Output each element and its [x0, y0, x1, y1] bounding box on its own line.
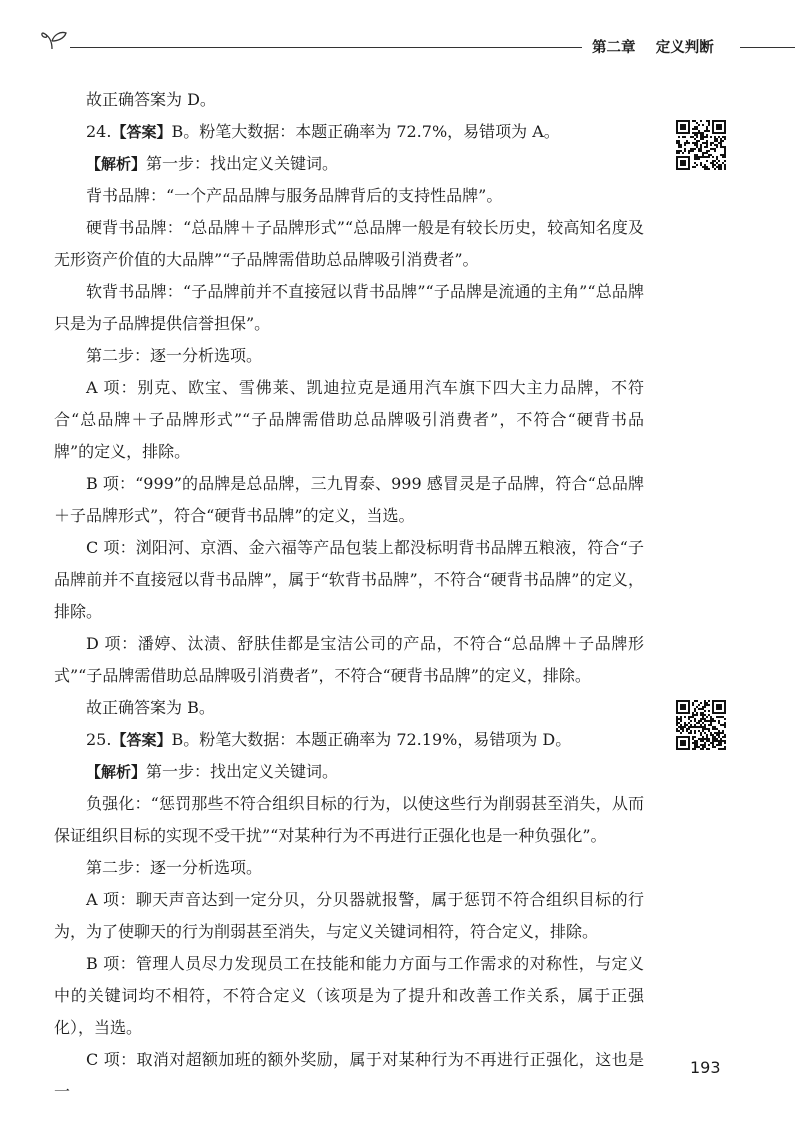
qr-code-image	[676, 700, 726, 750]
paragraph: A 项：别克、欧宝、雪佛莱、凯迪拉克是通用汽车旗下四大主力品牌，不符合“总品牌＋子品牌形式”“子品牌需借助总品牌吸引消费者”，不符合“硬背书品牌”的定义，排除。	[54, 378, 644, 461]
page-body	[54, 84, 644, 1108]
paragraph: 软背书品牌：“子品牌前并不直接冠以背书品牌”“子品牌是流通的主角”“总品牌只是为子品牌提供信誉担保”。	[54, 282, 644, 333]
paragraph: D 项：潘婷、汰渍、舒肤佳都是宝洁公司的产品，不符合“总品牌＋子品牌形式”“子品牌需借助总品牌吸引消费者”，不符合“硬背书品牌”的定义，排除。	[54, 634, 644, 685]
chapter-number: 第二章	[592, 40, 636, 56]
chapter-section: 定义判断	[655, 40, 714, 56]
qr-code-icon[interactable]	[676, 700, 726, 750]
paragraph: 负强化：“惩罚那些不符合组织目标的行为，以使这些行为削弱甚至消失，从而保证组织目标的实现不受干扰”“对某种行为不再进行正强化也是一种负强化”。	[54, 794, 644, 845]
paragraph: B 项：“999”的品牌是总品牌，三九胃泰、999 感冒灵是子品牌，符合“总品牌＋子品牌形式”，符合“硬背书品牌”的定义，当选。	[54, 474, 644, 525]
paragraph: 故正确答案为 B。	[86, 698, 215, 717]
answer-tag: 【答案】	[111, 731, 172, 749]
analysis-tag: 【解析】	[86, 763, 147, 781]
paragraph: 背书品牌：“一个产品品牌与服务品牌背后的支持性品牌”。	[86, 186, 503, 205]
paragraph: 第二步：逐一分析选项。	[86, 858, 263, 877]
qr-code-image	[676, 120, 726, 170]
paragraph: A 项：聊天声音达到一定分贝，分贝器就报警，属于惩罚不符合组织目标的行为，为了使聊天的行为削弱甚至消失，与定义关键词相符，符合定义，排除。	[54, 890, 644, 941]
paragraph: C 项：取消对超额加班的额外奖励，属于对某种行为不再进行正强化，这也是一	[54, 1050, 644, 1101]
paragraph: 【解析】第一步：找出定义关键词。	[86, 762, 339, 781]
sprout-icon	[40, 27, 70, 51]
page-number: 193	[690, 1058, 721, 1077]
answer-tag: 【答案】	[111, 123, 172, 141]
header-rule-right	[740, 47, 795, 48]
paragraph: 第二步：逐一分析选项。	[86, 346, 263, 365]
paragraph: 【解析】第一步：找出定义关键词。	[86, 154, 339, 173]
paragraph: 硬背书品牌：“总品牌＋子品牌形式”“总品牌一般是有较长历史，较高知名度及无形资产价值的大品牌”“子品牌需借助总品牌吸引消费者”。	[54, 218, 644, 269]
chapter-title	[592, 36, 714, 57]
question-number: 25.	[86, 730, 112, 749]
paragraph: 故正确答案为 D。	[86, 90, 216, 109]
paragraph: 25.【答案】B。粉笔大数据：本题正确率为 72.19%，易错项为 D。	[86, 730, 572, 749]
qr-code-icon[interactable]	[676, 120, 726, 170]
question-number: 24.	[86, 122, 112, 141]
paragraph: B 项：管理人员尽力发现员工在技能和能力方面与工作需求的对称性，与定义中的关键词均不相符，不符合定义（该项是为了提升和改善工作关系，属于正强化），当选。	[54, 954, 644, 1037]
paragraph: C 项：浏阳河、京酒、金六福等产品包装上都没标明背书品牌五粮液，符合“子品牌前并不直接冠以背书品牌”，属于“软背书品牌”，不符合“硬背书品牌”的定义，排除。	[54, 538, 644, 621]
analysis-tag: 【解析】	[86, 155, 147, 173]
header-rule-left	[70, 47, 582, 48]
page-header	[0, 0, 800, 60]
paragraph: 24.【答案】B。粉笔大数据：本题正确率为 72.7%，易错项为 A。	[86, 122, 560, 141]
